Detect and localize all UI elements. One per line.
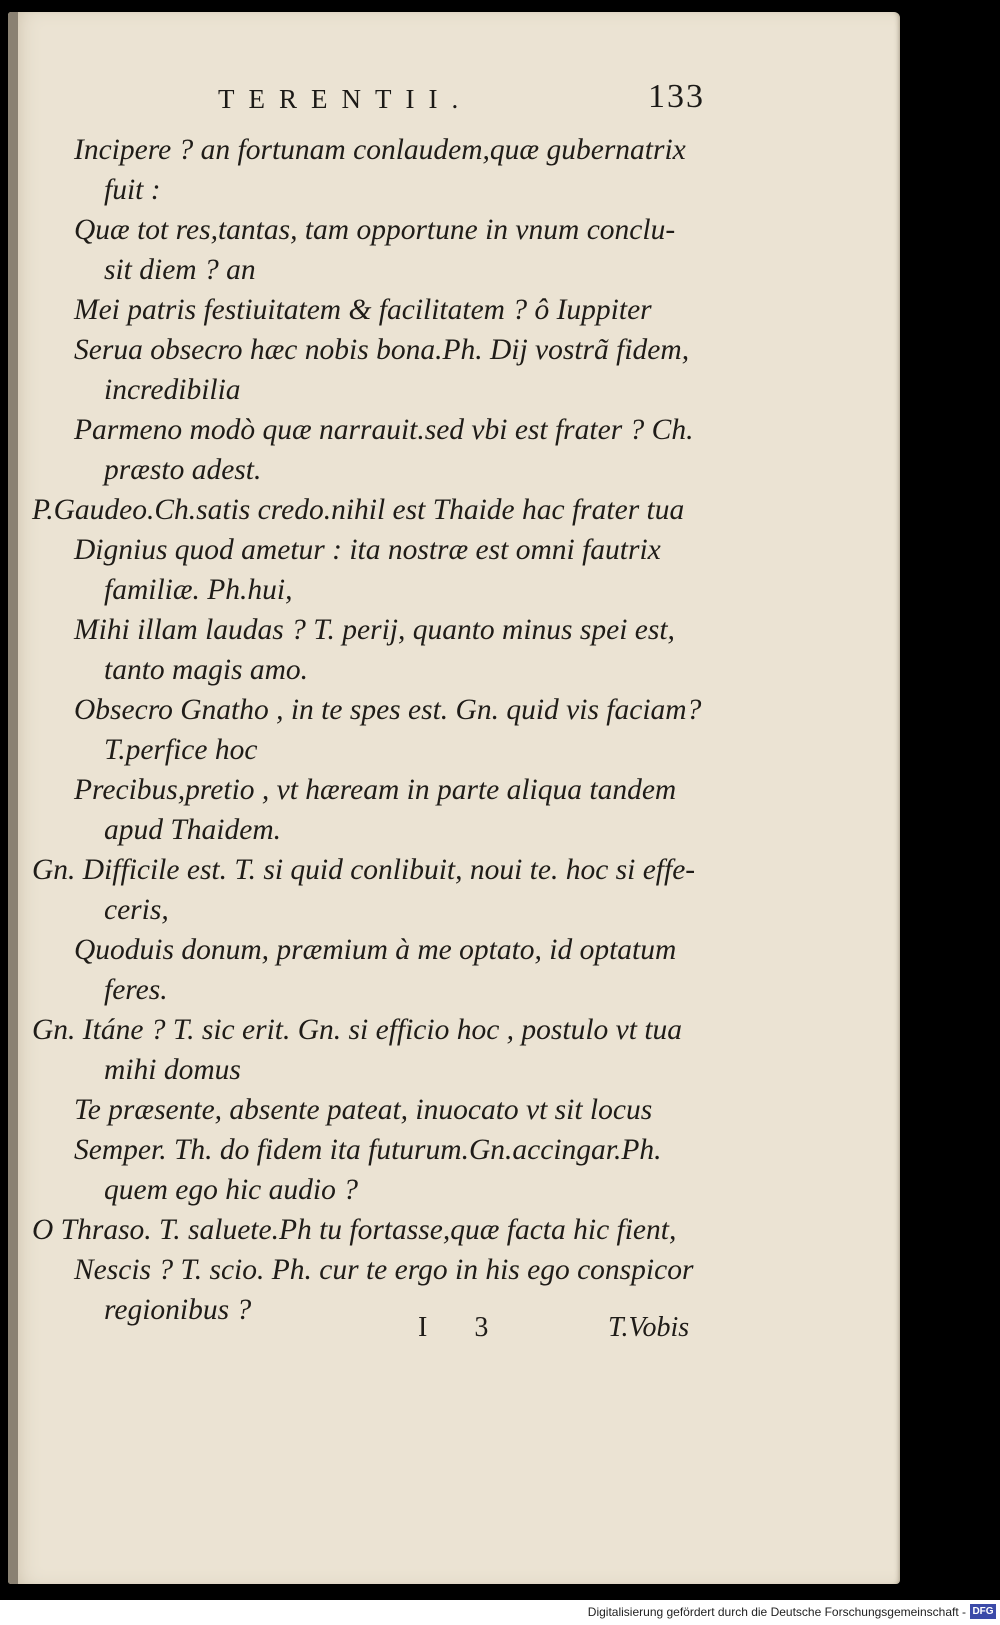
text-line: Serua obsecro hæc nobis bona.Ph. Dij vostrã fidem, [74, 334, 690, 366]
text-line: O Thraso. T. saluete.Ph tu fortasse,quæ facta hic fient, [32, 1214, 677, 1246]
digitization-credit-bar [0, 1600, 1000, 1625]
signature-mark: I 3 [418, 1312, 509, 1343]
text-line: fuit : [104, 174, 161, 206]
text-line: quem ego hic audio ? [104, 1174, 358, 1206]
text-line: P.Gaudeo.Ch.satis credo.nihil est Thaide hac frater tua [32, 494, 685, 526]
verse-text-block [8, 130, 900, 1330]
text-line: incredibilia [104, 374, 241, 406]
text-line: Quoduis donum, præmium à me optato, id optatum [74, 934, 677, 966]
text-line: Semper. Th. do fidem ita futurum.Gn.accingar.Ph. [74, 1134, 662, 1166]
text-line: mihi domus [104, 1054, 241, 1086]
page-header [8, 78, 900, 118]
text-line: sit diem ? an [104, 254, 256, 286]
text-line: Obsecro Gnatho , in te spes est. Gn. quid vis faciam? [74, 694, 702, 726]
text-line: Gn. Difficile est. T. si quid conlibuit, noui te. hoc si effe- [32, 854, 696, 886]
page-number: 133 [648, 78, 705, 115]
text-line: Mihi illam laudas ? T. perij, quanto minus spei est, [74, 614, 675, 646]
text-line: familiæ. Ph.hui, [104, 574, 293, 606]
text-line: feres. [104, 974, 168, 1006]
running-title: TERENTII. [218, 84, 473, 114]
text-line: Quæ tot res,tantas, tam opportune in vnum conclu- [74, 214, 676, 246]
text-line: præsto adest. [104, 454, 262, 486]
page-footer [8, 1312, 900, 1352]
text-line: Mei patris festiuitatem & facilitatem ? ô Iuppiter [74, 294, 652, 326]
text-line: Dignius quod ametur : ita nostræ est omni fautrix [74, 534, 661, 566]
dfg-logo: DFG [970, 1604, 996, 1619]
text-line: Precibus,pretio , vt hæream in parte aliqua tandem [74, 774, 677, 806]
book-page [8, 12, 900, 1584]
text-line: ceris, [104, 894, 169, 926]
digitization-credit-text: Digitalisierung gefördert durch die Deutsche Forschungsgemeinschaft - [587, 1605, 966, 1619]
text-line: tanto magis amo. [104, 654, 309, 686]
text-line: Gn. Itáne ? T. sic erit. Gn. si efficio hoc , postulo vt tua [32, 1014, 683, 1046]
catchword: T.Vobis [608, 1312, 690, 1343]
text-line: Te præsente, absente pateat, inuocato vt sit locus [74, 1094, 653, 1126]
text-line: Incipere ? an fortunam conlaudem,quæ gubernatrix [74, 134, 686, 166]
text-line: Parmeno modò quæ narrauit.sed vbi est frater ? Ch. [74, 414, 694, 446]
text-line: apud Thaidem. [104, 814, 281, 846]
text-line: Nescis ? T. scio. Ph. cur te ergo in his ego conspicor [74, 1254, 694, 1286]
text-line: T.perfice hoc [104, 734, 258, 766]
text-line: regionibus ? [104, 1294, 252, 1326]
